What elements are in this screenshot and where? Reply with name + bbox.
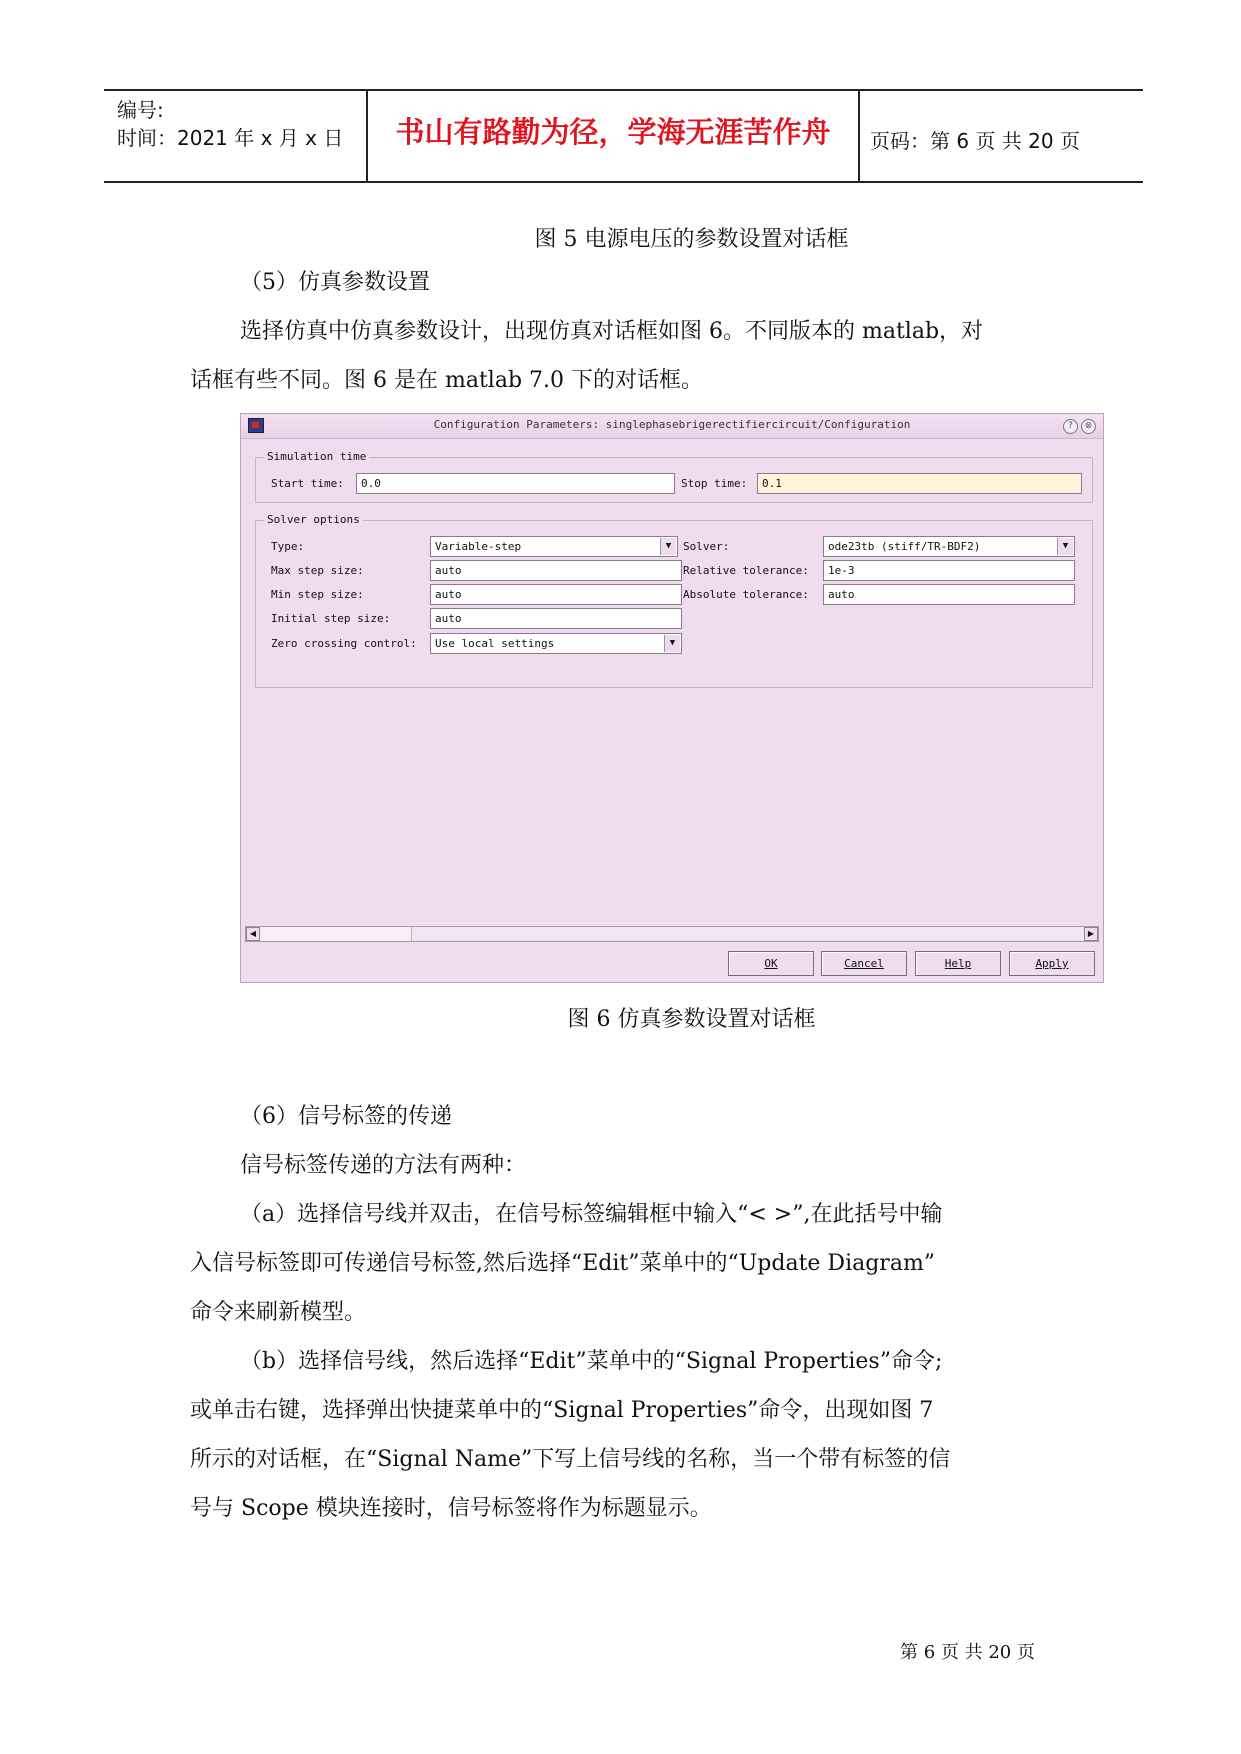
stop-time-input[interactable]: 0.1 [757, 473, 1082, 494]
initial-step-size-input[interactable]: auto [430, 608, 682, 629]
ok-button[interactable]: OK [728, 951, 814, 976]
simulation-time-group-title: Simulation time [264, 450, 369, 463]
stop-time-label: Stop time: [681, 477, 748, 490]
help-button[interactable]: Help [915, 951, 1001, 976]
scrollbar-thumb[interactable] [261, 927, 412, 941]
relative-tolerance-label: Relative tolerance: [683, 564, 809, 577]
paragraph3-line3: 命令来刷新模型。 [190, 1300, 367, 1325]
figure5-caption: 图 5 电源电压的参数设置对话框 [534, 227, 849, 252]
paragraph3-line2: 入信号标签即可传递信号标签,然后选择“Edit”菜单中的“Update Diagram” [190, 1251, 936, 1276]
solver-options-group-title: Solver options [264, 513, 363, 526]
min-step-size-label: Min step size: [271, 588, 364, 601]
header-top-rule [104, 89, 1143, 91]
chevron-down-icon: ▼ [660, 538, 676, 555]
configuration-dialog [240, 413, 1104, 983]
chevron-down-icon: ▼ [664, 635, 680, 652]
paragraph1-line2: 话框有些不同。图 6 是在 matlab 7.0 下的对话框。 [190, 368, 704, 393]
section5-title: （5）仿真参数设置 [240, 270, 430, 295]
header-bottom-rule [104, 181, 1143, 183]
min-step-size-input[interactable]: auto [430, 584, 682, 605]
cancel-button[interactable]: Cancel [821, 951, 907, 976]
type-label: Type: [271, 540, 305, 553]
paragraph4-line1: （b）选择信号线，然后选择“Edit”菜单中的“Signal Properties”命令; [240, 1349, 943, 1374]
paragraph4-line4: 号与 Scope 模块连接时，信号标签将作为标题显示。 [190, 1496, 712, 1521]
zero-crossing-control-label: Zero crossing control: [271, 637, 417, 650]
header-motto: 书山有路勤为径，学海无涯苦作舟 [395, 115, 831, 149]
paragraph2: 信号标签传递的方法有两种： [240, 1153, 527, 1178]
scroll-left-icon[interactable]: ◀ [246, 927, 260, 941]
help-circle-icon[interactable]: ? [1063, 419, 1078, 434]
scroll-right-icon[interactable]: ▶ [1084, 927, 1098, 941]
paragraph1-line1: 选择仿真中仿真参数设计，出现仿真对话框如图 6。不同版本的 matlab，对 [240, 319, 984, 344]
apply-button[interactable]: Apply [1009, 951, 1095, 976]
type-select-value: Variable-step [435, 540, 522, 553]
header-divider-right [858, 89, 860, 183]
relative-tolerance-input[interactable]: 1e-3 [823, 560, 1075, 581]
paragraph3-line1: （a）选择信号线并双击，在信号标签编辑框中输入“< >”,在此括号中输 [240, 1202, 943, 1227]
dialog-title: Configuration Parameters: singlephasebrigerectifiercircuit/Configuration [433, 418, 911, 431]
header-time-label: 时间：2021 年 x 月 x 日 [117, 126, 344, 150]
start-time-label: Start time: [271, 477, 344, 490]
footer-page-number: 第 6 页 共 20 页 [900, 1642, 1035, 1663]
solver-label: Solver: [683, 540, 730, 553]
figure6-caption: 图 6 仿真参数设置对话框 [567, 1007, 816, 1032]
start-time-input[interactable]: 0.0 [356, 473, 675, 494]
absolute-tolerance-label: Absolute tolerance: [683, 588, 809, 601]
section6-title: （6）信号标签的传递 [240, 1104, 452, 1129]
chevron-down-icon: ▼ [1057, 538, 1073, 555]
paragraph4-line2: 或单击右键，选择弹出快捷菜单中的“Signal Properties”命令，出现如图 7 [190, 1398, 934, 1423]
zero-crossing-control-select[interactable] [430, 633, 682, 654]
max-step-size-label: Max step size: [271, 564, 364, 577]
type-select[interactable] [430, 536, 678, 557]
max-step-size-input[interactable]: auto [430, 560, 682, 581]
dialog-titlebar[interactable] [241, 414, 1103, 439]
absolute-tolerance-input[interactable]: auto [823, 584, 1075, 605]
header-number-label: 编号: [117, 98, 164, 122]
horizontal-scrollbar[interactable] [245, 926, 1099, 942]
solver-select[interactable] [823, 536, 1075, 557]
initial-step-size-label: Initial step size: [271, 612, 391, 625]
header-page-label: 页码：第 6 页 共 20 页 [870, 129, 1080, 153]
solver-select-value: ode23tb (stiff/TR-BDF2) [828, 540, 981, 553]
paragraph4-line3: 所示的对话框，在“Signal Name”下写上信号线的名称，当一个带有标签的信 [190, 1447, 951, 1472]
close-circle-icon[interactable]: ⊗ [1081, 419, 1096, 434]
zero-crossing-select-value: Use local settings [435, 637, 555, 650]
